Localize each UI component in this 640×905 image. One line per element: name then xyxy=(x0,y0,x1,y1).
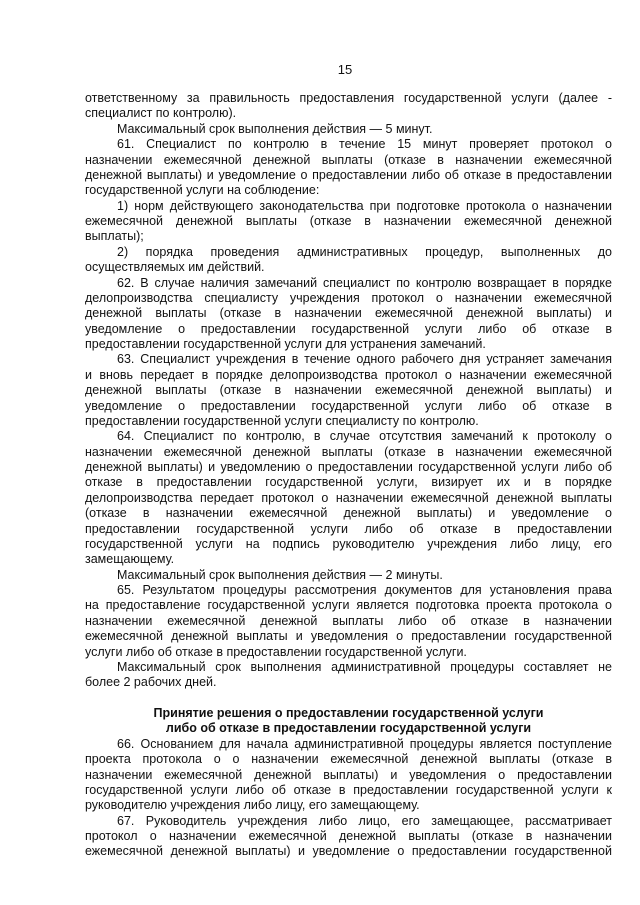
paragraph xyxy=(85,814,612,860)
text-line: назначении ежемесячной денежной выплаты (отказе в назначении ежемесячной xyxy=(85,444,612,459)
paragraph xyxy=(85,568,612,583)
text-line: специалист по контролю). xyxy=(85,106,237,121)
text-line: замещающему. xyxy=(85,552,175,567)
text-line: уведомление о предоставлении государственной услуги либо об отказе в xyxy=(85,321,612,336)
text-line: 1) норм действующего законодательства при подготовке протокола о назначении xyxy=(117,198,612,213)
text-line: предоставлении государственной услуги для устранения замечаний. xyxy=(85,337,486,351)
text-line: проекта протокола о о назначении ежемесячной денежной выплаты (отказе в xyxy=(85,752,612,767)
text-line: делопроизводства специалисту учреждения протокол о назначении ежемесячной xyxy=(85,290,612,305)
text-line: Максимальный срок выполнения административной процедуры составляет не xyxy=(117,659,612,674)
text-line: Максимальный срок выполнения действия — 5 минут. xyxy=(117,121,433,136)
paragraph xyxy=(85,245,612,276)
text-line: ежемесячной денежной выплаты) и уведомление о предоставлении государственной xyxy=(85,844,612,859)
text-line: предоставлении государственной услуги специалисту по контролю. xyxy=(85,413,479,428)
text-line: назначении ежемесячной денежной выплаты (отказе в назначении ежемесячной xyxy=(85,152,612,167)
paragraph xyxy=(85,429,612,567)
text-line: предоставлении государственной услуги либо об отказе в предоставлении xyxy=(85,521,612,536)
text-line: услуги либо об отказе в предоставлении государственной услуги. xyxy=(85,644,467,659)
text-line: денежной выплаты) и уведомлению о предоставлении государственной услуги либо об xyxy=(85,460,612,474)
paragraph xyxy=(85,199,612,245)
text-line: 64. Специалист по контролю, в случае отсутствия замечаний к протоколу о xyxy=(117,429,612,444)
text-line: 67. Руководитель учреждения либо лицо, его замещающее, рассматривает xyxy=(117,813,612,828)
text-line: 61. Специалист по контролю в течение 15 минут проверяет протокол о xyxy=(117,137,612,152)
text-line: и вновь передает в порядке делопроизводства протокол о назначении ежемесячной xyxy=(85,367,612,382)
text-line: делопроизводства передает протокол о назначении ежемесячной денежной выплаты xyxy=(85,490,612,505)
text-line: 63. Специалист учреждения в течение одного рабочего дня устраняет замечания xyxy=(117,352,612,367)
document-body xyxy=(85,91,612,860)
paragraph xyxy=(85,137,612,199)
text-line: ответственному за правильность предоставления государственной услуги (далее - xyxy=(85,91,612,105)
text-line: 2) порядка проведения административных процедур, выполненных до xyxy=(117,244,612,259)
text-line: ежемесячной денежной выплаты (отказе в назначении ежемесячной денежной xyxy=(85,214,612,228)
text-line: 65. Результатом процедуры рассмотрения документов для установления права xyxy=(117,583,612,597)
text-line: (отказе в назначении ежемесячной денежной выплаты) и уведомление о xyxy=(85,506,612,521)
text-line: денежной выплаты) и уведомление о предоставлении либо об отказе в предоставлении xyxy=(85,167,612,182)
text-line: на предоставление государственной услуги является подготовка проекта протокола о xyxy=(85,598,612,613)
text-line: руководителю учреждения либо лицу, его замещающему. xyxy=(85,798,420,813)
text-line: 66. Основанием для начала административной процедуры является поступление xyxy=(117,736,612,751)
paragraph xyxy=(85,122,612,137)
text-line: государственной услуги на соблюдение: xyxy=(85,183,320,198)
section-before-heading xyxy=(85,91,612,691)
text-line: отказе в предоставлении государственной услуги, визирует их и в порядке xyxy=(85,475,612,490)
section-after-heading xyxy=(85,737,612,860)
text-line: уведомление о предоставлении государственной услуги либо об отказе в xyxy=(85,398,612,413)
text-line: более 2 рабочих дней. xyxy=(85,675,217,690)
text-line: осуществляемых им действий. xyxy=(85,260,265,275)
text-line: 62. В случае наличия замечаний специалист по контролю возвращает в порядке xyxy=(117,275,612,290)
text-line: назначении ежемесячной денежной выплаты) и уведомления о предоставлении xyxy=(85,767,612,782)
paragraph xyxy=(85,583,612,660)
text-line: государственной услуги либо об отказе в предоставлении государственной услуги к xyxy=(85,782,612,797)
paragraph xyxy=(85,91,612,122)
paragraph xyxy=(85,660,612,691)
paragraph xyxy=(85,737,612,814)
text-line: государственной услуги на подпись руководителю учреждения либо лицу, его xyxy=(85,536,612,551)
heading-line: либо об отказе в предоставлении государственной услуги xyxy=(165,721,532,736)
paragraph xyxy=(85,352,612,429)
heading-line: Принятие решения о предоставлении государственной услуги xyxy=(153,706,544,720)
page-number: 15 xyxy=(337,62,353,77)
section-heading xyxy=(85,706,612,737)
text-line: Максимальный срок выполнения действия — 2 минуты. xyxy=(117,567,443,582)
text-line: выплаты); xyxy=(85,229,144,244)
text-line: протокол о назначении ежемесячной денежной выплаты (отказе в назначении xyxy=(85,829,612,843)
blank-line xyxy=(85,691,612,706)
text-line: ежемесячной денежной выплаты и уведомления о предоставлении государственной xyxy=(85,629,612,644)
text-line: денежной выплаты (отказе в назначении ежемесячной денежной выплаты) и xyxy=(85,306,612,321)
text-line: денежной выплаты (отказе в назначении ежемесячной денежной выплаты) и xyxy=(85,383,612,398)
paragraph xyxy=(85,276,612,353)
text-line: назначении ежемесячной денежной выплаты либо об отказе в назначении xyxy=(85,613,612,628)
